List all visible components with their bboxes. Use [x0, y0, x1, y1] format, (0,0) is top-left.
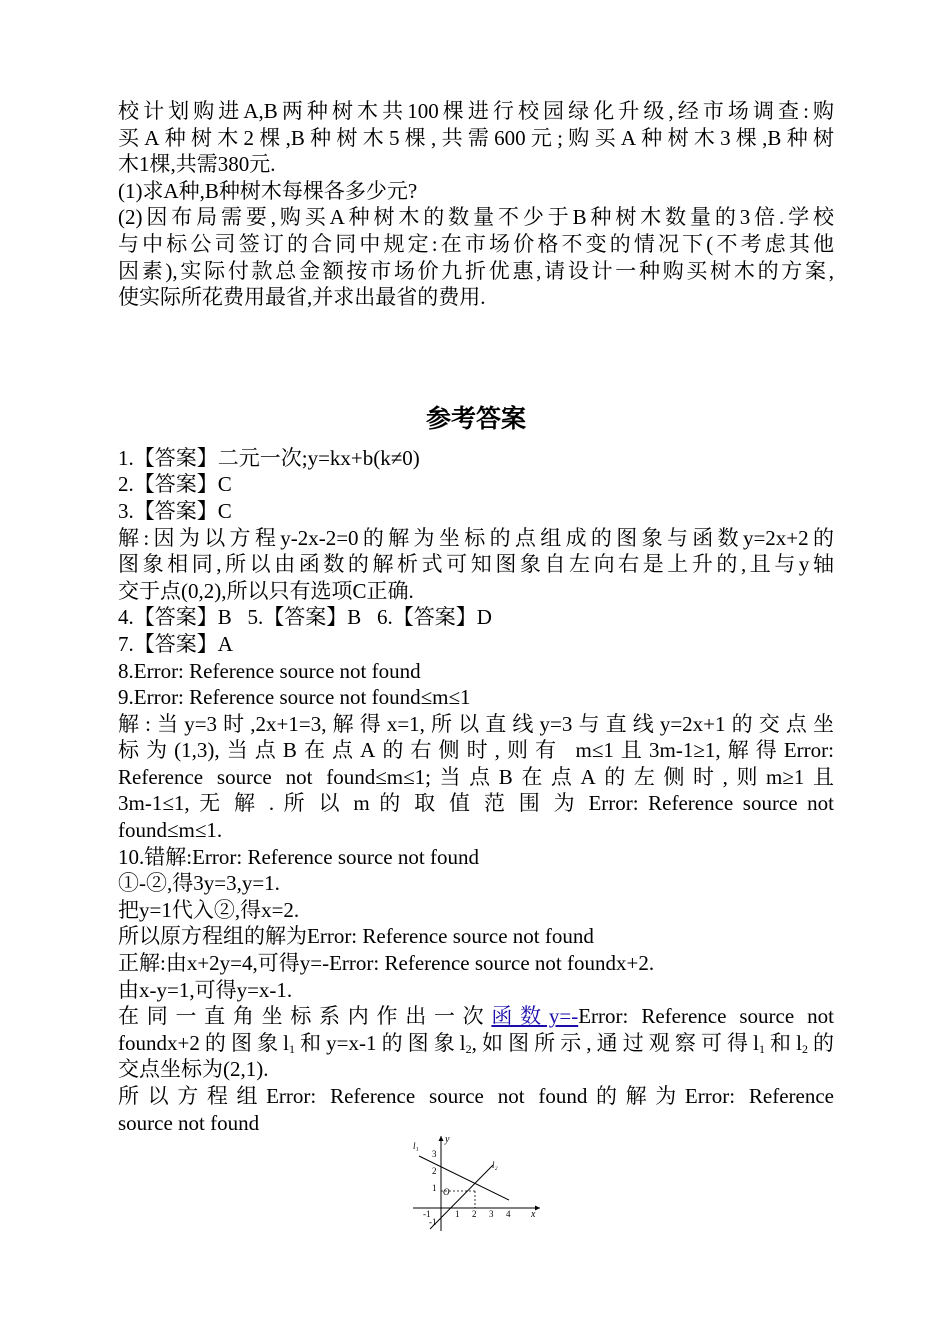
answer-2: 2.【答案】C [118, 472, 232, 497]
answer-10-step: ①-②,得3y=3,y=1. [118, 871, 280, 896]
x-tick-label: 2 [472, 1209, 477, 1219]
text-line: 校计划购进A,B两种树木共100棵进行校园绿化升级,经市场调查:购 [118, 99, 834, 123]
answer-10-step: 把y=1代入②,得x=2. [118, 897, 300, 922]
text-line: 买A种树木2棵,B种树木5棵,共需600元;购买A种树木3棵,B种树 [118, 125, 834, 150]
text-span: 和l [764, 1030, 802, 1055]
y-tick-label: -1 [429, 1217, 437, 1227]
x-tick-label: 1 [455, 1209, 460, 1219]
answer-10-step: 所以原方程组的解为Error: Reference source not found [118, 924, 594, 949]
subscript: 1 [289, 1041, 295, 1056]
text-line: 使实际所花费用最省,并求出最省的费用. [118, 285, 486, 310]
function-link[interactable]: 函数y=- [491, 1004, 579, 1029]
answers-heading: 参考答案 [425, 405, 526, 433]
answer-10-conclusion: 交点坐标为(2,1). [118, 1057, 269, 1082]
text-line: 因素),实际付款总金额按市场价九折优惠,请设计一种购买树木的方案, [118, 258, 834, 283]
text-span: 在同一直角坐标系内作出一次 [118, 1004, 492, 1029]
answers-section [118, 445, 834, 1136]
line-l2 [430, 1165, 493, 1229]
y-axis-label: y [445, 1134, 450, 1145]
y-tick-label: 1 [432, 1183, 437, 1193]
answer-1: 1.【答案】二元一次;y=kx+b(k≠0) [118, 445, 420, 470]
text-span: foundx+2的图象l [118, 1030, 289, 1055]
answer-3-explanation: 解:因为以方程y-2x-2=0的解为坐标的点组成的图象与函数y=2x+2的 [118, 525, 834, 550]
y-tick-label: 3 [432, 1149, 437, 1159]
subscript: 2 [801, 1041, 808, 1056]
y-axis-arrow-icon [439, 1136, 444, 1141]
answer-7: 7.【答案】A [118, 631, 233, 656]
x-axis-arrow-icon [535, 1206, 540, 1211]
text-line: 与中标公司签订的合同中规定:在市场价格不变的情况下(不考虑其他 [118, 231, 834, 256]
text-span: Error: Reference source not [578, 1004, 835, 1029]
y-tick-label: 2 [432, 1166, 437, 1176]
answer-3-explanation: 交于点(0,2),所以只有选项C正确. [118, 578, 414, 603]
x-tick-label: 3 [489, 1209, 494, 1219]
l1-label: l₁ [413, 1141, 419, 1151]
answer-9-explanation: Reference source not found≤m≤1;当点B在点A的左侧时,则m≥1且 [118, 764, 834, 789]
answer-9-explanation: 3m-1≤1, 无 解 . 所 以 m 的 取 值 范 围 为 Error: Reference source not [118, 791, 834, 816]
answer-9-explanation: found≤m≤1. [118, 818, 223, 843]
origin-label: O [443, 1187, 450, 1197]
subscript: 1 [758, 1041, 765, 1056]
answer-10-graph-line [118, 1003, 834, 1030]
l2-label: l₂ [492, 1160, 498, 1170]
document-body [118, 98, 834, 1136]
answer-10-conclusion: 所以方程组Error: Reference source not found的解为Error: Reference [118, 1084, 834, 1108]
text-span: 的 [807, 1030, 835, 1055]
x-tick-label: 4 [506, 1209, 511, 1219]
answer-10-step: 由x-y=1,可得y=x-1. [118, 977, 293, 1002]
answer-10-conclusion: source not found [118, 1110, 260, 1135]
answer-10-graph-line [118, 1030, 834, 1057]
answer-9-explanation: 解:当y=3时,2x+1=3,解得x=1,所以直线y=3与直线y=2x+1的交点坐 [118, 711, 834, 736]
text-span: ,如图所示,通过观察可得l [471, 1030, 759, 1055]
x-tick-label: -1 [423, 1209, 431, 1219]
text-line: 木1棵,共需380元. [118, 152, 276, 177]
answer-3: 3.【答案】C [118, 498, 232, 523]
answer-3-explanation: 图象相同,所以由函数的解析式可知图象自左向右是上升的,且与y轴 [118, 552, 834, 577]
question-1: (1)求A种,B种树木每棵各多少元? [118, 178, 418, 203]
problem-text [118, 98, 834, 311]
answer-9-explanation: 标为(1,3),当点B在点A的右侧时,则有 m≤1且3m-1≥1,解得Error: [118, 738, 834, 763]
subscript: 2 [465, 1041, 472, 1056]
answer-9: 9.Error: Reference source not found≤m≤1 [118, 685, 471, 710]
answer-8: 8.Error: Reference source not found [118, 658, 421, 683]
x-axis-label: x [531, 1209, 536, 1220]
coordinate-graph [405, 1133, 545, 1233]
answer-10: 10.错解:Error: Reference source not found [118, 844, 479, 869]
answer-10-step: 正解:由x+2y=4,可得y=-Error: Reference source not foundx+2. [118, 951, 655, 976]
text-span: 和y=x-1的图象l [295, 1030, 466, 1055]
answer-4-6: 4.【答案】B 5.【答案】B 6.【答案】D [118, 605, 492, 630]
question-2: (2)因布局需要,购买A种树木的数量不少于B种树木数量的3倍.学校 [118, 205, 834, 230]
